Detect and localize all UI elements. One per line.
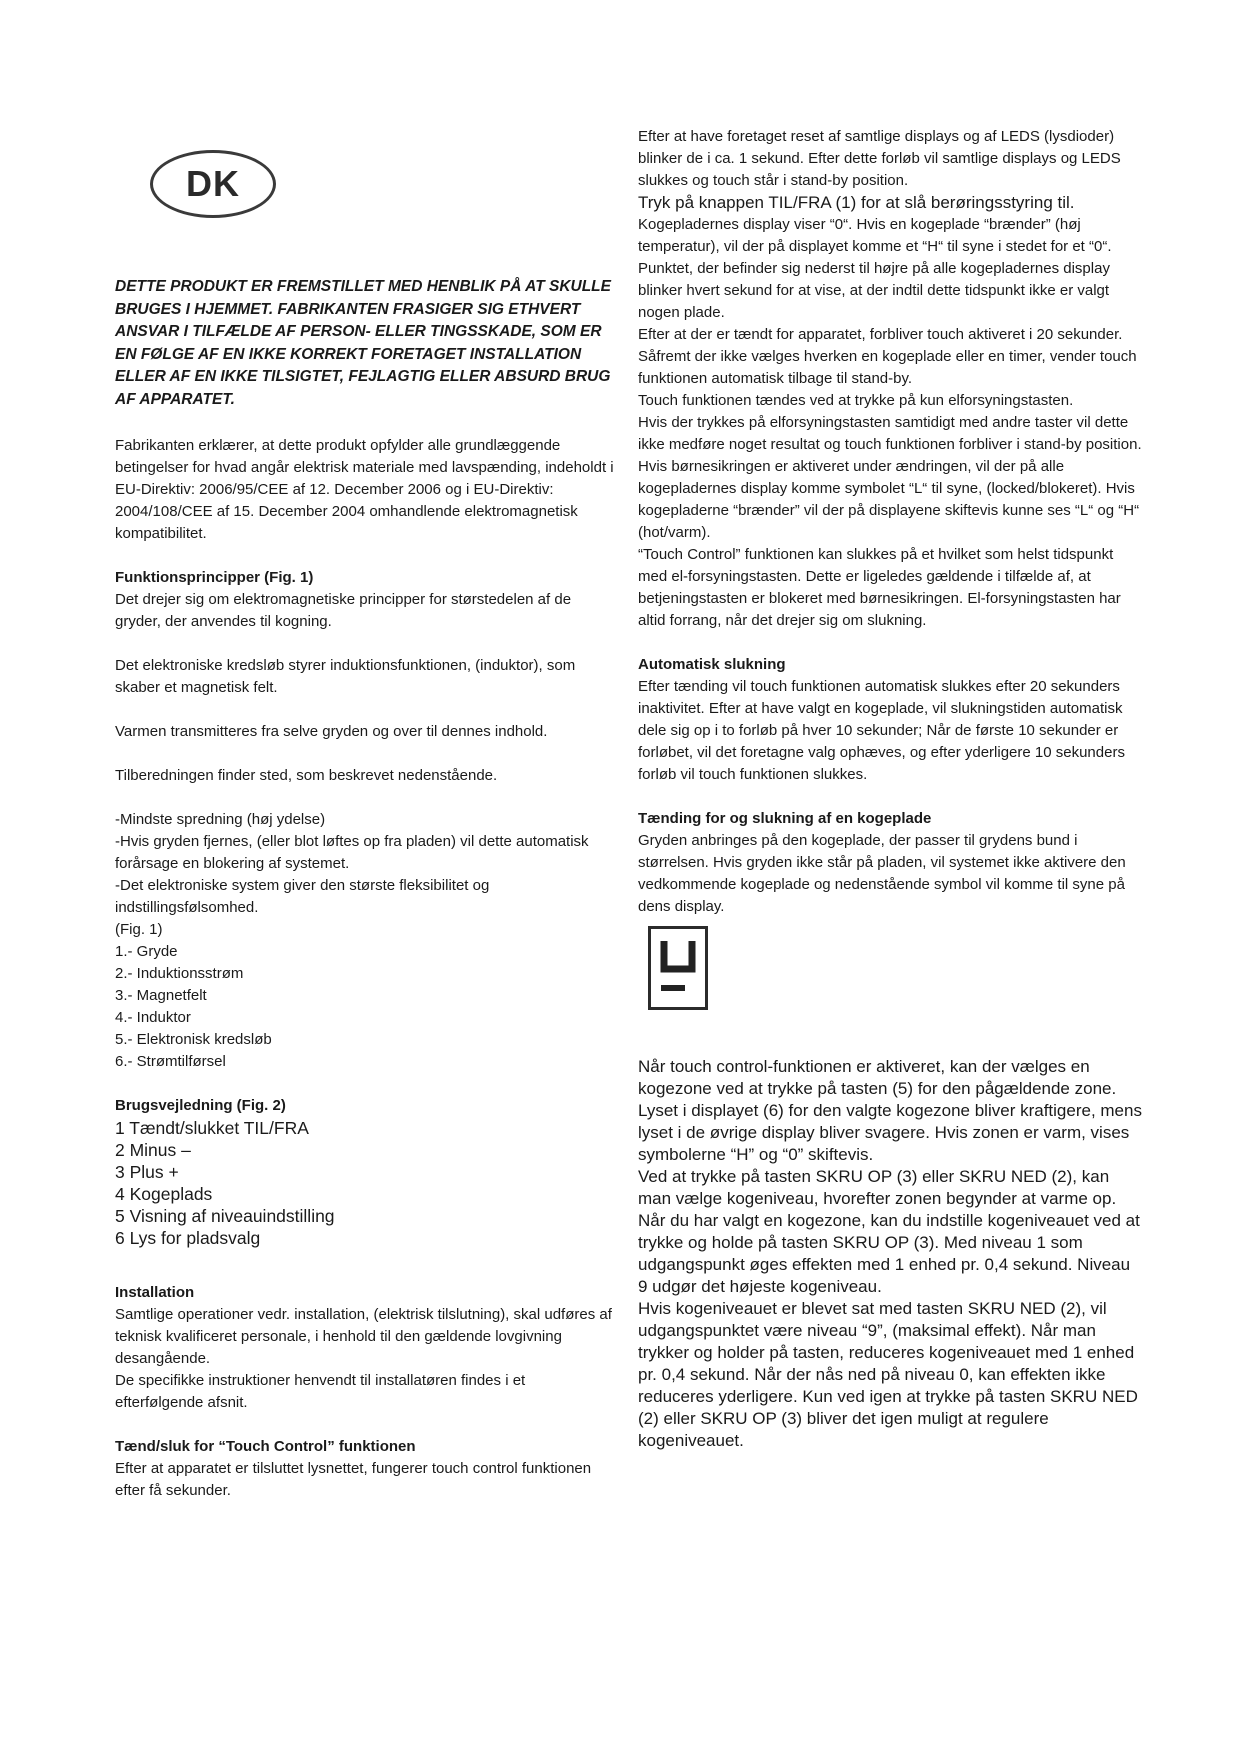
list-item: 6 Lys for pladsvalg bbox=[115, 1228, 261, 1248]
country-badge: DK bbox=[150, 150, 276, 218]
list-item: 4 Kogeplads bbox=[115, 1184, 213, 1204]
list-item: 1.- Gryde bbox=[115, 943, 178, 960]
zone-light-paragraph: Lyset i displayet (6) for den valgte kogezone bliver kraftigere, mens lyset i de øvrige display bliver svagere. Hvis zonen er varm, vises symbolerne “H” og “0” skiftevis. bbox=[638, 1101, 1142, 1164]
power-key-paragraph: Touch funktionen tændes ved at trykke på kun elforsyningstasten. bbox=[638, 392, 1074, 409]
list-item: -Mindste spredning (høj ydelse) bbox=[115, 811, 326, 828]
list-item: 4.- Induktor bbox=[115, 1009, 191, 1026]
auto-off-p1: Efter tænding vil touch funktionen automatisk slukkes efter 20 sekunders inaktivitet. Efter at have valgt en kogeplade, vil slukningstiden automatisk dele sig op i to forløb på hver 10 sekunder; Når de første 10 sekunder er forløbet, vil det foretagne valg ophæves, og efter yderligere 10 sekunders forløb vil touch funktionen slukkes. bbox=[638, 678, 1125, 783]
list-item: 2 Minus – bbox=[115, 1140, 191, 1160]
installation-p1: Samtlige operationer vedr. installation, (elektrisk tilslutning), skal udføres af teknisk kvalificeret personale, i henhold til den gældende lovgivning desangående. bbox=[115, 1306, 612, 1367]
touch-onoff-heading: Tænd/sluk for “Touch Control” funktionen bbox=[115, 1438, 416, 1455]
reset-paragraph: Efter at have foretaget reset af samtlige displays og af LEDS (lysdioder) blinker de i ca. 1 sekund. Efter dette forløb vil samtlige displays og LEDS slukkes og touch står i stand-by position. bbox=[638, 128, 1121, 189]
principles-p1: Det drejer sig om elektromagnetiske principper for størstedelen af de gryder, der anvendes til kogning. bbox=[115, 591, 572, 630]
installation-p2: De specifikke instruktioner henvendt til installatøren findes i et efterfølgende afsnit. bbox=[115, 1372, 526, 1411]
display-paragraph: Kogepladernes display viser “0“. Hvis en kogeplade “brænder” (høj temperatur), vil der på displayet komme et “H“ til syne i stedet for et “0“. Punktet, der befinder sig nederst til højre på alle kogepladernes display blinker hvert sekund for at vise, at der indtil dette tidspunkt ikke er valgt nogen plade. bbox=[638, 216, 1112, 321]
level-down-paragraph: Hvis kogeniveauet er blevet sat med tasten SKRU NED (2), vil udgangspunktet være niveau “9”, (maksimal effekt). Når man trykker og holder på tasten, reduceres kogeniveauet med 1 enhed pr. 0,4 sekund. Når der nås ned på niveau 0, kan effekten ikke reduceres yderligere. Kun ved igen at trykke på tasten SKRU NED (2) eller SKRU OP (3) bliver det igen muligt at regulere kogeniveauet. bbox=[638, 1299, 1138, 1450]
no-pan-display-icon bbox=[648, 926, 708, 1010]
principles-p3: Varmen transmitteres fra selve gryden og over til dennes indhold. bbox=[115, 723, 548, 740]
list-item: 6.- Strømtilførsel bbox=[115, 1053, 226, 1070]
left-column bbox=[115, 150, 615, 1502]
list-item: 1 Tændt/slukket TIL/FRA bbox=[115, 1118, 309, 1138]
list-item: 5.- Elektronisk kredsløb bbox=[115, 1031, 272, 1048]
plate-onoff-p1: Gryden anbringes på den kogeplade, der passer til grydens bund i størrelsen. Hvis gryden ikke står på pladen, vil systemet ikke aktivere den vedkommende kogeplade og nedenstående symbol vil komme til syne på dens display. bbox=[638, 832, 1126, 915]
child-lock-paragraph: Hvis der trykkes på elforsyningstasten samtidigt med andre taster vil dette ikke medføre noget resultat og touch funktionen forbliver i stand-by position. Hvis børnesikringen er aktiveret under ændringen, vil der på alle kogepladernes display komme symbolet “L“ til syne, (locked/blokeret). Hvis kogepladerne “brænder” vil der på displayene skiftevis kunne ses “L“ og “H“ (hot/varm). bbox=[638, 414, 1142, 541]
auto-off-heading: Automatisk slukning bbox=[638, 656, 786, 673]
level-select-paragraph: Ved at trykke på tasten SKRU OP (3) eller SKRU NED (2), kan man vælge kogeniveau, hvorefter zonen begynder at varme op. bbox=[638, 1167, 1117, 1208]
plate-onoff-heading: Tænding for og slukning af en kogeplade bbox=[638, 810, 932, 827]
list-item: 2.- Induktionsstrøm bbox=[115, 965, 244, 982]
level-up-paragraph: Når du har valgt en kogezone, kan du indstille kogeniveauet ved at trykke og holde på tasten SKRU OP (3). Med niveau 1 som udgangspunkt øges effekten med 1 enhed pr. 0,4 sekund. Niveau 9 udgør det højeste kogeniveau. bbox=[638, 1211, 1140, 1296]
principles-heading: Funktionsprincipper (Fig. 1) bbox=[115, 569, 314, 586]
liability-warning: DETTE PRODUKT ER FREMSTILLET MED HENBLIK PÅ AT SKULLE BRUGES I HJEMMET. FABRIKANTEN FRASIGER SIG ETHVERT ANSVAR I TILFÆLDE AF PERSON- ELLER TINGSSKADE, SOM ER EN FØLGE AF EN IKKE KORREKT FORETAGET INSTALLATION ELLER AF EN IKKE TILSIGTET, FEJLAGTIG ELLER ABSURD BRUG AF APPARATET. bbox=[115, 278, 611, 408]
usage-list bbox=[115, 1117, 615, 1249]
list-item: -Det elektroniske system giver den største fleksibilitet og indstillingsfølsomhed. bbox=[115, 877, 490, 916]
principles-p4: Tilberedningen finder sted, som beskrevet nedenstående. bbox=[115, 767, 498, 784]
no-pan-symbol-icon bbox=[651, 929, 705, 1007]
list-item: -Hvis gryden fjernes, (eller blot løftes op fra pladen) vil dette automatisk forårsage en blokering af systemet. bbox=[115, 833, 589, 872]
touch-off-paragraph: “Touch Control” funktionen kan slukkes på et hvilket som helst tidspunkt med el-forsyningstasten. Dette er ligeledes gældende i tilfælde af, at betjeningstasten er blokeret med børnesikringen. El-forsyningstasten har altid forrang, når det drejer sig om slukning. bbox=[638, 546, 1121, 629]
list-item: 3.- Magnetfelt bbox=[115, 987, 207, 1004]
usage-heading: Brugsvejledning (Fig. 2) bbox=[115, 1097, 286, 1114]
installation-heading: Installation bbox=[115, 1284, 195, 1301]
features-list bbox=[115, 809, 615, 919]
declaration-paragraph: Fabrikanten erklærer, at dette produkt opfylder alle grundlæggende betingelser for hvad angår elektrisk materiale med lavspænding, indeholdt i EU-Direktiv: 2006/95/CEE af 12. December 2006 og i EU-Direktiv: 2004/108/CEE af 15. December 2004 omhandlende elektromagnetisk kompatibilitet. bbox=[115, 437, 614, 542]
touch-onoff-p1: Efter at apparatet er tilsluttet lysnettet, fungerer touch control funktionen efter få sekunder. bbox=[115, 1460, 592, 1499]
standby-paragraph: Efter at der er tændt for apparatet, forbliver touch aktiveret i 20 sekunder. Såfremt der ikke vælges hverken en kogeplade eller en timer, vender touch funktionen automatisk tilbage til stand-by. bbox=[638, 326, 1137, 387]
list-item: 5 Visning af niveauindstilling bbox=[115, 1206, 335, 1226]
zone-select-paragraph: Når touch control-funktionen er aktiveret, kan der vælges en kogezone ved at trykke på tasten (5) for den pågældende zone. bbox=[638, 1057, 1117, 1098]
figure-label: (Fig. 1) bbox=[115, 921, 163, 938]
parts-list bbox=[115, 941, 615, 1073]
list-item: 3 Plus + bbox=[115, 1162, 179, 1182]
principles-p2: Det elektroniske kredsløb styrer induktionsfunktionen, (induktor), som skaber et magnetisk felt. bbox=[115, 657, 576, 696]
right-column bbox=[638, 126, 1143, 1452]
onoff-instruction: Tryk på knappen TIL/FRA (1) for at slå berøringsstyring til. bbox=[638, 193, 1075, 212]
